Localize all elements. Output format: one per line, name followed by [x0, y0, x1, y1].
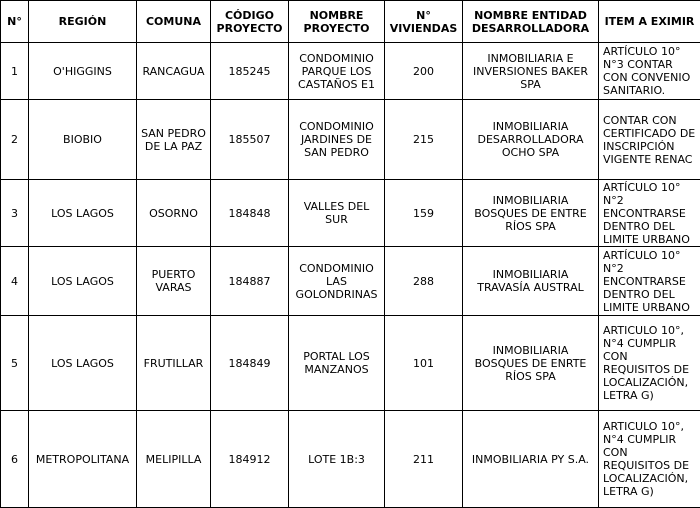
header-item: ITEM A EXIMIR — [599, 1, 700, 43]
cell-codigo: 184848 — [211, 180, 289, 247]
table-row — [1, 100, 700, 180]
cell-nombre: CONDOMINIO PARQUE LOS CASTAÑOS E1 — [289, 43, 385, 100]
cell-viviendas: 101 — [385, 316, 463, 411]
cell-item: ARTICULO 10°, N°4 CUMPLIR CON REQUISITOS DE LOCALIZACIÓN, LETRA G) — [599, 411, 700, 508]
cell-item: ARTÍCULO 10° N°2 ENCONTRARSE DENTRO DEL LIMITE URBANO — [599, 180, 700, 247]
cell-entidad: INMOBILIARIA DESARROLLADORA OCHO SPA — [463, 100, 599, 180]
header-codigo: CÓDIGO PROYECTO — [211, 1, 289, 43]
cell-comuna: OSORNO — [137, 180, 211, 247]
cell-entidad: INMOBILIARIA PY S.A. — [463, 411, 599, 508]
cell-entidad: INMOBILIARIA E INVERSIONES BAKER SPA — [463, 43, 599, 100]
header-comuna: COMUNA — [137, 1, 211, 43]
table-row — [1, 316, 700, 411]
cell-num: 4 — [1, 247, 29, 316]
cell-region: O'HIGGINS — [29, 43, 137, 100]
cell-viviendas: 200 — [385, 43, 463, 100]
cell-codigo: 184912 — [211, 411, 289, 508]
header-row — [1, 1, 700, 43]
cell-nombre: CONDOMINIO LAS GOLONDRINAS — [289, 247, 385, 316]
cell-item: CONTAR CON CERTIFICADO DE INSCRIPCIÓN VIGENTE RENAC — [599, 100, 700, 180]
cell-nombre: CONDOMINIO JARDINES DE SAN PEDRO — [289, 100, 385, 180]
header-nombre: NOMBRE PROYECTO — [289, 1, 385, 43]
cell-entidad: INMOBILIARIA TRAVASÍA AUSTRAL — [463, 247, 599, 316]
cell-region: LOS LAGOS — [29, 180, 137, 247]
cell-codigo: 185507 — [211, 100, 289, 180]
cell-nombre: LOTE 1B:3 — [289, 411, 385, 508]
cell-entidad: INMOBILIARIA BOSQUES DE ENTRE RÍOS SPA — [463, 180, 599, 247]
cell-num: 3 — [1, 180, 29, 247]
cell-item: ARTÍCULO 10° N°2 ENCONTRARSE DENTRO DEL LIMITE URBANO — [599, 247, 700, 316]
cell-viviendas: 211 — [385, 411, 463, 508]
header-viviendas: N° VIVIENDAS — [385, 1, 463, 43]
cell-comuna: RANCAGUA — [137, 43, 211, 100]
cell-region: LOS LAGOS — [29, 247, 137, 316]
cell-comuna: SAN PEDRO DE LA PAZ — [137, 100, 211, 180]
cell-comuna: MELIPILLA — [137, 411, 211, 508]
cell-region: BIOBIO — [29, 100, 137, 180]
cell-codigo: 184849 — [211, 316, 289, 411]
cell-num: 1 — [1, 43, 29, 100]
cell-comuna: PUERTO VARAS — [137, 247, 211, 316]
header-num: N° — [1, 1, 29, 43]
cell-comuna: FRUTILLAR — [137, 316, 211, 411]
table-row — [1, 180, 700, 247]
table-row — [1, 43, 700, 100]
cell-region: LOS LAGOS — [29, 316, 137, 411]
cell-entidad: INMOBILIARIA BOSQUES DE ENRTE RÍOS SPA — [463, 316, 599, 411]
cell-nombre: VALLES DEL SUR — [289, 180, 385, 247]
cell-num: 5 — [1, 316, 29, 411]
cell-num: 6 — [1, 411, 29, 508]
cell-codigo: 184887 — [211, 247, 289, 316]
cell-item: ARTICULO 10°, N°4 CUMPLIR CON REQUISITOS DE LOCALIZACIÓN, LETRA G) — [599, 316, 700, 411]
header-region: REGIÓN — [29, 1, 137, 43]
cell-item: ARTÍCULO 10° N°3 CONTAR CON CONVENIO SANITARIO. — [599, 43, 700, 100]
cell-nombre: PORTAL LOS MANZANOS — [289, 316, 385, 411]
cell-viviendas: 215 — [385, 100, 463, 180]
cell-num: 2 — [1, 100, 29, 180]
table-row — [1, 247, 700, 316]
cell-viviendas: 288 — [385, 247, 463, 316]
cell-region: METROPOLITANA — [29, 411, 137, 508]
header-entidad: NOMBRE ENTIDAD DESARROLLADORA — [463, 1, 599, 43]
table-row — [1, 411, 700, 508]
cell-codigo: 185245 — [211, 43, 289, 100]
cell-viviendas: 159 — [385, 180, 463, 247]
